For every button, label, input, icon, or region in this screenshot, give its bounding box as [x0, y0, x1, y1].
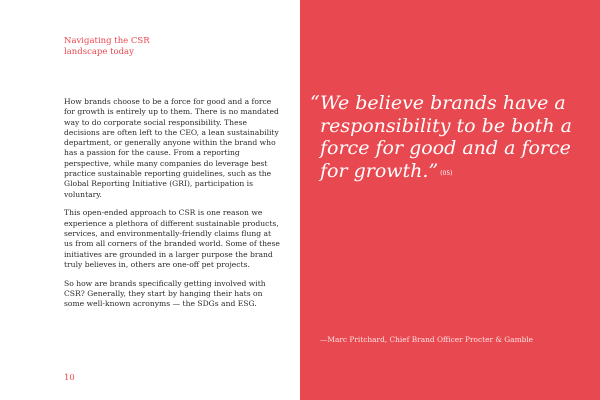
section-label: Navigating the CSR landscape today [64, 36, 150, 57]
page-number: 10 [64, 373, 75, 383]
quote-open-mark: “ [310, 92, 320, 114]
quote-text: We believe brands have a responsibility to be both a force for good and a force for growth.” [320, 92, 572, 182]
body-paragraph-3: So how are brands specifically getting involved with CSR? Generally, they start by hanging their hats on some well-known acronyms — the SDGs and ESG. [64, 278, 266, 309]
quote-attribution: —Marc Pritchard, Chief Brand Officer Procter & Gamble [320, 335, 534, 344]
body-paragraph-1: How brands choose to be a force for good and a force for growth is entirely up to them. There is no mandated way to do corporate social responsibility. These decisions are often left to the CEO, a lean sustainability department, or generally anyone within the brand who has a passion for the cause. From a reporting perspective, while many companies do leverage best practice sustainable reporting guidelines, such as the Global Reporting Initiative (GRI), participation is voluntary. [64, 97, 279, 199]
body-text [64, 97, 282, 318]
body-paragraph-2: This open-ended approach to CSR is one reason we experience a plethora of different sustainable products, services, and environmentally-friendly claims flung at us from all corners of the branded world. Some of these initiatives are grounded in a larger purpose the brand truly believes in, others are one-off pet projects. [64, 208, 280, 269]
pull-quote [310, 92, 590, 185]
quote-reference: (05) [440, 169, 453, 177]
